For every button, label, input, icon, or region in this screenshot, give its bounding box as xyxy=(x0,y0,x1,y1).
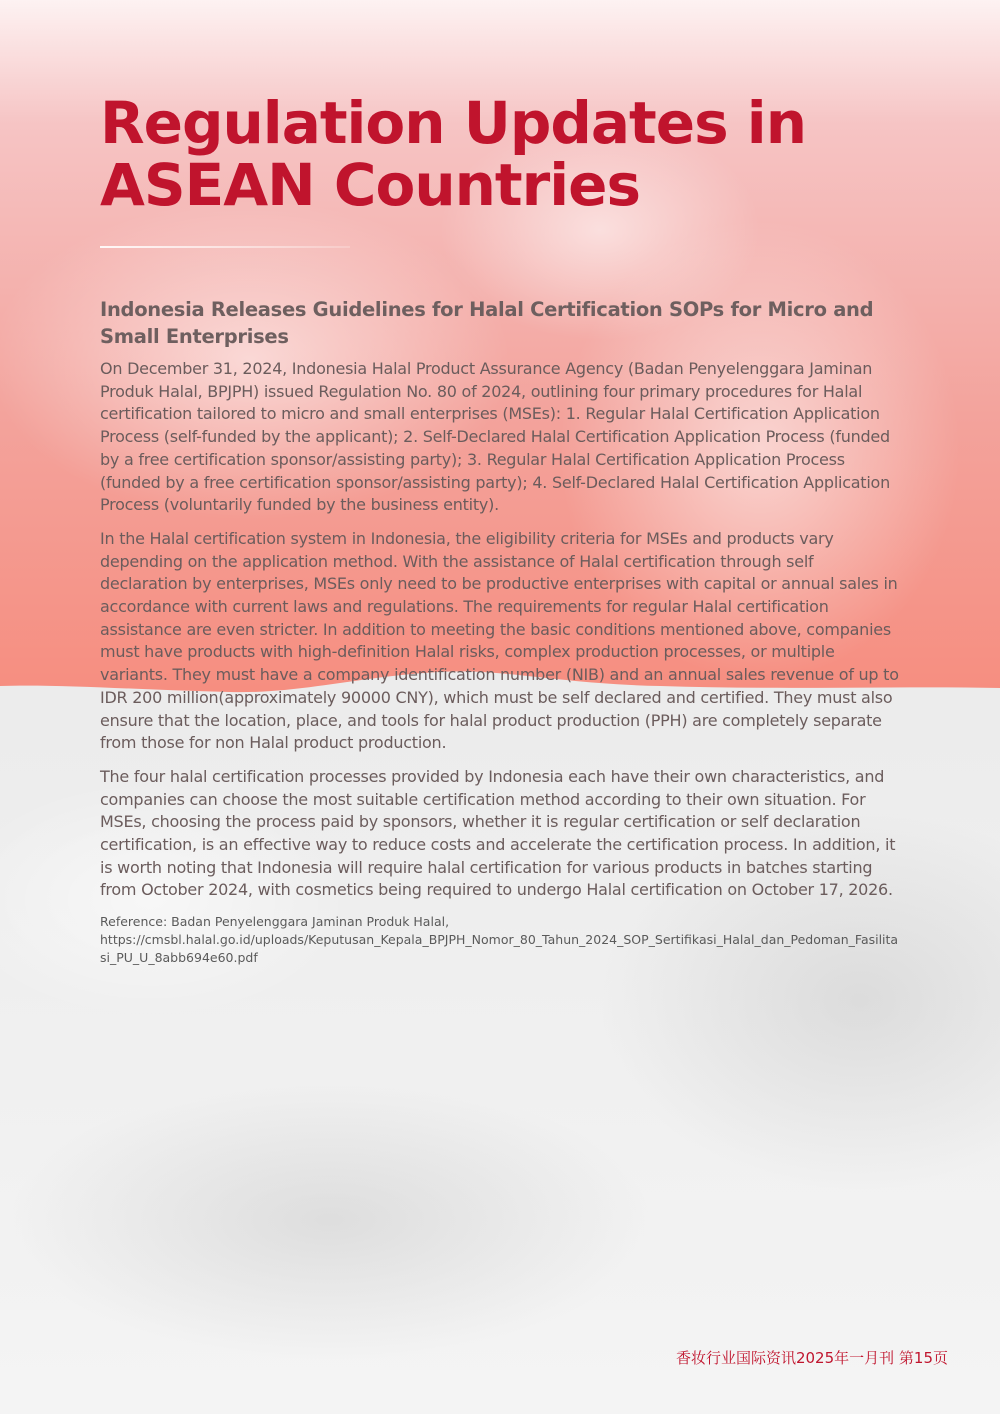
article-paragraph-2: In the Halal certification system in Indonesia, the eligibility criteria for MSEs and products vary depending on the application method. With the assistance of Halal certification through self declaration by enterprises, MSEs only need to be productive enterprises with capital or annual sales in accordance with current laws and regulations. The requirements for regular Halal certification assistance are even stricter. In addition to meeting the basic conditions mentioned above, companies must have products with high-definition Halal risks, complex production processes, or multiple variants. They must have a company identification number (NIB) and an annual sales revenue of up to IDR 200 million(approximately 90000 CNY), which must be self declared and certified. They must also ensure that the location, place, and tools for halal product production (PPH) are completely separate from those for non Halal product production. xyxy=(100,528,899,753)
page-title-line-1: Regulation Updates in xyxy=(100,89,806,157)
article-heading: Indonesia Releases Guidelines for Halal Certification SOPs for Micro and Small Enterprises xyxy=(100,298,874,348)
reference-label: Reference: Badan Penyelenggara Jaminan Produk Halal, xyxy=(100,914,450,930)
page-title-line-2: ASEAN Countries xyxy=(100,151,640,219)
article-body xyxy=(100,296,900,967)
article-paragraph-3: The four halal certification processes provided by Indonesia each have their own characteristics, and companies can choose the most suitable certification method according to their own situation. For MSEs, choosing the process paid by sponsors, whether it is regular certification or self declaration certification, is an effective way to reduce costs and accelerate the certification process. In addition, it is worth noting that Indonesia will require halal certification for various products in batches starting from October 2024, with cosmetics being required to undergo Halal certification on October 17, 2026. xyxy=(100,766,896,900)
title-divider xyxy=(100,246,350,248)
reference-note xyxy=(100,913,900,967)
reference-link[interactable]: https://cmsbl.halal.go.id/uploads/Keputusan_Kepala_BPJPH_Nomor_80_Tahun_2024_SOP_Sertifikasi_Halal_dan_Pedoman_Fasilitasi_PU_U_8abb694e60.pdf xyxy=(100,932,899,966)
page-footer: 香妆行业国际资讯2025年一月刊 第15页 xyxy=(675,1349,948,1367)
article-paragraph-1: On December 31, 2024, Indonesia Halal Product Assurance Agency (Badan Penyelenggara Jaminan Produk Halal, BPJPH) issued Regulation No. 80 of 2024, outlining four primary procedures for Halal certification tailored to micro and small enterprises (MSEs): 1. Regular Halal Certification Application Process (self-funded by the applicant); 2. Self-Declared Halal Certification Application Process (funded by a free certification sponsor/assisting party); 3. Regular Halal Certification Application Process (funded by a free certification sponsor/assisting party); 4. Self-Declared Halal Certification Application Process (voluntarily funded by the business entity). xyxy=(100,359,890,515)
page-title xyxy=(100,89,900,219)
